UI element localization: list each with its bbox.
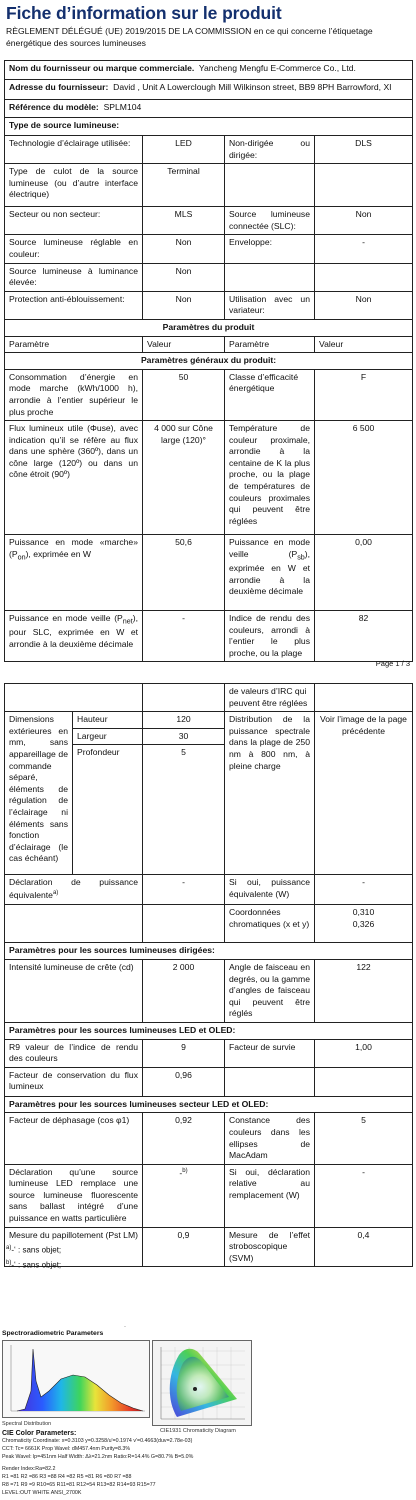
standby-power-value: 0,00: [315, 535, 413, 611]
empty-cell: [225, 1067, 315, 1096]
chromaticity-label: Coordonnées chromatiques (x et y): [225, 905, 315, 943]
empty-cell: [143, 905, 225, 943]
width-value: 30: [143, 728, 225, 745]
cie-params-heading: CIE Color Parameters:: [2, 1430, 77, 1437]
cri-label-continued: de valeurs d’IRC qui peuvent être réglées: [225, 684, 315, 712]
decorative-dot: ·: [124, 1324, 126, 1330]
regulation-subtitle: RÈGLEMENT DÉLÉGUÉ (UE) 2019/2015 DE LA COMMISSION en ce qui concerne l’étiquetage énergétique des sources lumineuses: [6, 26, 373, 48]
supplier-name-row: Nom du fournisseur ou marque commerciale. Yancheng Mengfu E-Commerce Co., Ltd.: [5, 61, 413, 80]
peak-intensity-label: Intensité lumineuse de crête (cd): [5, 959, 143, 1022]
energy-class-value: F: [315, 369, 413, 420]
cie-line-5: R1 =81 R2 =86 R3 =88 R4 =82 R5 =81 R6 =80 R7 =88: [2, 1474, 132, 1480]
depth-value: 5: [143, 745, 225, 875]
glare-value: Non: [143, 291, 225, 319]
macadam-label: Constance des couleurs dans les ellipses de MacAdam: [225, 1113, 315, 1164]
spectral-distribution-chart: [2, 1340, 150, 1418]
model-reference-row: Référence du modèle: SPLM104: [5, 100, 413, 118]
cri-value: 82: [315, 611, 413, 662]
tech-value: LED: [143, 136, 225, 164]
energy-class-label: Classe d’efficacité énergétique: [225, 369, 315, 420]
col-value-header: Valeur: [315, 336, 413, 353]
on-mode-power-label: Puissance en mode «marche» $(P_{on})$, exprimée en W: [5, 535, 143, 611]
stroboscopic-label: Mesure de l’effet stroboscopique (SVM): [225, 1227, 315, 1267]
spd-value: Voir l’image de la page précédente: [315, 712, 413, 875]
directed-params-heading: Paramètres pour les sources lumineuses dirigées:: [5, 943, 413, 960]
col-param-header: Paramètre: [225, 336, 315, 353]
col-param-header: Paramètre: [5, 336, 143, 353]
stroboscopic-value: 0,4: [315, 1227, 413, 1267]
cap-label: Type de culot de la source lumineuse (ou d’autre interface électrique): [5, 164, 143, 207]
footnote-a: $^{a)}$-‘ : sans objet;: [6, 1245, 62, 1255]
empty-cell: [143, 684, 225, 712]
cap-value: Terminal: [143, 164, 225, 207]
empty-cell: [5, 905, 143, 943]
supplier-address-row: Adresse du fournisseur: David , Unit A Lowerclough Mill Wilkinson street, BB9 8PH Barrowford, XI: [5, 80, 413, 100]
cie-diagram-graph: [153, 1341, 251, 1425]
directed-label: Non-dirigée ou dirigée:: [225, 136, 315, 164]
product-info-table-continued: [4, 683, 413, 1267]
useful-flux-value: 4 000 sur Cône large (120)°: [143, 421, 225, 535]
mains-label: Secteur ou non secteur:: [5, 207, 143, 235]
height-label: Hauteur: [73, 712, 143, 729]
r9-label: R9 valeur de l’indice de rendu des couleurs: [5, 1039, 143, 1067]
dimmable-value: Non: [315, 291, 413, 319]
equivalent-power-label: Déclaration de puissance équivalente$^{a)}$: [5, 875, 143, 905]
product-info-table: [4, 60, 413, 662]
on-mode-power-value: 50,6: [143, 535, 225, 611]
peak-intensity-value: 2 000: [143, 959, 225, 1022]
cct-value: 6 500: [315, 421, 413, 535]
tech-label: Technologie d’éclairage utilisée:: [5, 136, 143, 164]
empty-cell: [315, 684, 413, 712]
page-number: Page 1 / 3: [375, 659, 410, 668]
flux-maintenance-label: Facteur de conservation du flux lumineux: [5, 1067, 143, 1096]
useful-flux-label: Flux lumineux utile (Φuse), avec indication qu’il se réfère au flux dans une sphère (360º), dans un cône large (120º) ou dans un cône étroit (90º): [5, 421, 143, 535]
energy-consumption-label: Consommation d’énergie en mode marche (kWh/1000 h), arrondie à l’entier supérieur le plus proche: [5, 369, 143, 420]
spectro-title: Spectroradiometric Parameters: [2, 1330, 104, 1337]
general-params-heading: Paramètres généraux du produit:: [5, 353, 413, 370]
survival-factor-value: 1,00: [315, 1039, 413, 1067]
mains-led-params-heading: Paramètres pour les sources lumineuses secteur LED et OLED:: [5, 1096, 413, 1113]
macadam-value: 5: [315, 1113, 413, 1164]
spectral-distribution-graph: [3, 1341, 149, 1417]
cct-label: Température de couleur proximale, arrondie à la centaine de K la plus proche, ou la plage de températures de couleurs proximales qui peuvent être réglées: [225, 421, 315, 535]
width-label: Largeur: [73, 728, 143, 745]
cie-caption: CIE1931 Chromaticity Diagram: [160, 1428, 236, 1434]
empty-cell: [5, 684, 143, 712]
chromaticity-value: 0,310 0,326: [315, 905, 413, 943]
flicker-value: 0,9: [143, 1227, 225, 1267]
directed-value: DLS: [315, 136, 413, 164]
cie-line-4: Render Index:Ra=82.2: [2, 1466, 56, 1472]
high-luminance-value: Non: [143, 263, 225, 291]
dimmable-label: Utilisation avec un variateur:: [225, 291, 315, 319]
spectral-caption: Spectral Distribution: [2, 1421, 52, 1427]
empty-cell: [225, 263, 315, 291]
power-factor-value: 0,92: [143, 1113, 225, 1164]
spd-label: Distribution de la puissance spectrale dans la plage de 250 nm à 800 nm, à pleine charge: [225, 712, 315, 875]
connected-label: Source lumineuse connectée (SLC):: [225, 207, 315, 235]
page-title: Fiche d’information sur le produit: [6, 3, 282, 23]
networked-standby-label: Puissance en mode veille $(P_{net})$, pour SLC, exprimée en W et arrondie à la deuxième décimale: [5, 611, 143, 662]
cie-line-7: LEVEL:OUT WHITE ANSI_2700K: [2, 1490, 82, 1496]
type-section-heading: Type de source lumineuse:: [5, 118, 413, 136]
depth-label: Profondeur: [73, 745, 143, 875]
cie-line-3: Peak Wavel: lp=451nm Half Width: Δλ=21.2nm Ratio:R=14.4% G=80.7% B=5.0%: [2, 1454, 194, 1460]
r9-value: 9: [143, 1039, 225, 1067]
power-factor-label: Facteur de déphasage (cos φ1): [5, 1113, 143, 1164]
cie-line-2: CCT: Tc= 6661K Prop Wavel: dM457.4nm Purity=8.3%: [2, 1446, 131, 1452]
mains-value: MLS: [143, 207, 225, 235]
envelope-value: -: [315, 235, 413, 263]
spectroradiometric-report: [0, 1318, 416, 1500]
footnote-b: $^{b)}$-‘ : sans objet;: [6, 1260, 62, 1270]
envelope-label: Enveloppe:: [225, 235, 315, 263]
product-params-heading: Paramètres du produit: [5, 319, 413, 336]
equivalent-power-value: -: [143, 875, 225, 905]
energy-consumption-value: 50: [143, 369, 225, 420]
colour-tunable-value: Non: [143, 235, 225, 263]
cie-line-1: Chromaticity Coordinate: x=0.3103 y=0.3258/u'=0.1974 v'=0.4663(duv=2.78e-03): [2, 1438, 193, 1444]
glare-label: Protection anti-éblouissement:: [5, 291, 143, 319]
equivalent-watt-label: Si oui, puissance équivalente (W): [225, 875, 315, 905]
flux-maintenance-value: 0,96: [143, 1067, 225, 1096]
empty-cell: [315, 263, 413, 291]
dimensions-label: Dimensions extérieures en mm, sans appareillage de commande séparé, éléments de régulation de l’éclairage ni éléments sans fonction d’éclairage (le cas échéant): [5, 712, 73, 875]
high-luminance-label: Source lumineuse à luminance élevée:: [5, 263, 143, 291]
empty-cell: [225, 164, 315, 207]
beam-angle-value: 122: [315, 959, 413, 1022]
equivalent-watt-value: -: [315, 875, 413, 905]
connected-value: Non: [315, 207, 413, 235]
cie-line-6: R8 =71 R9 =9 R10=65 R11=81 R12=54 R13=82 R14=93 R15=77: [2, 1482, 156, 1488]
replacement-label: Déclaration qu’une source lumineuse LED remplace une source lumineuse fluorescente sans ballast intégré d’une puissance en watts particulière: [5, 1164, 143, 1227]
replacement-value: -$^{b)}$: [143, 1164, 225, 1227]
cri-label: Indice de rendu des couleurs, arrondi à l’entier le plus proche, ou la plage: [225, 611, 315, 662]
chromaticity-point: [193, 1387, 197, 1391]
cie-chromaticity-chart: [152, 1340, 252, 1426]
replacement-watt-value: -: [315, 1164, 413, 1227]
colour-tunable-label: Source lumineuse réglable en couleur:: [5, 235, 143, 263]
empty-cell: [315, 1067, 413, 1096]
survival-factor-label: Facteur de survie: [225, 1039, 315, 1067]
standby-power-label: Puissance en mode veille $(P_{sb})$, exprimée en W et arrondie à la deuxième décimale: [225, 535, 315, 611]
networked-standby-value: -: [143, 611, 225, 662]
replacement-watt-label: Si oui, déclaration relative au remplacement (W): [225, 1164, 315, 1227]
beam-angle-label: Angle de faisceau en degrés, ou la gamme d’angles de faisceau qui peuvent être réglés: [225, 959, 315, 1022]
led-params-heading: Paramètres pour les sources lumineuses LED et OLED:: [5, 1022, 413, 1039]
col-value-header: Valeur: [143, 336, 225, 353]
flicker-label: Mesure du papillotement (Pst LM): [5, 1227, 143, 1267]
empty-cell: [315, 164, 413, 207]
height-value: 120: [143, 712, 225, 729]
